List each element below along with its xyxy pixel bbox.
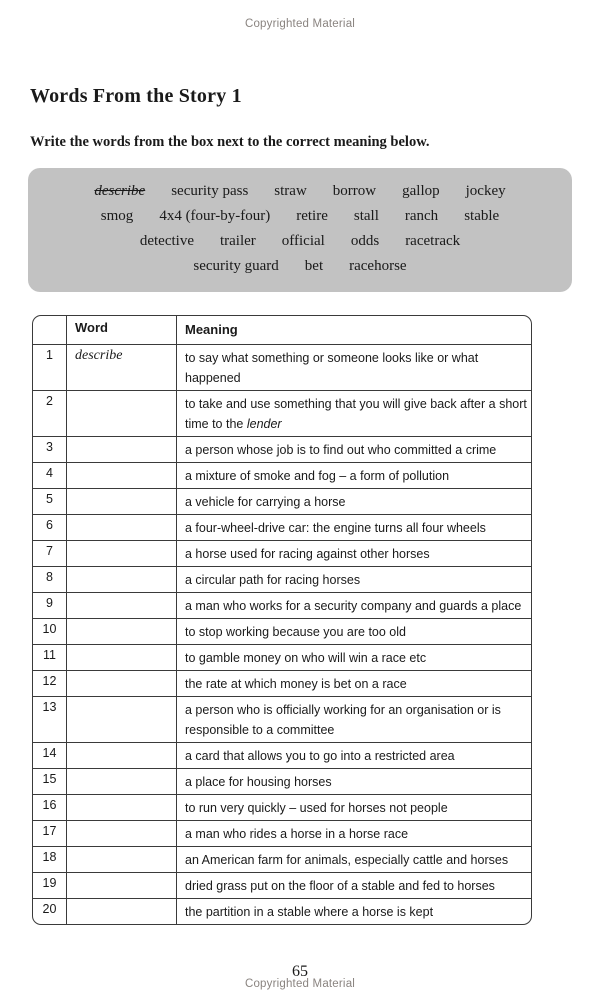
- row-number: 7: [33, 541, 67, 566]
- word-cell: [67, 463, 177, 488]
- meaning-cell: a circular path for racing horses: [185, 572, 361, 587]
- row-number: 4: [33, 463, 67, 488]
- word-cell: [67, 645, 177, 670]
- word-bank-item: straw: [274, 183, 307, 199]
- instruction-text: Write the words from the box next to the correct meaning below.: [30, 134, 430, 150]
- meaning-cell: a four-wheel-drive car: the engine turns all four wheels: [185, 520, 486, 535]
- table-row: [33, 489, 531, 515]
- row-number: 9: [33, 593, 67, 618]
- row-number: 5: [33, 489, 67, 514]
- row-number: 12: [33, 671, 67, 696]
- meaning-cell: to run very quickly – used for horses not people: [185, 800, 448, 815]
- word-cell: [67, 671, 177, 696]
- word-cell: [67, 847, 177, 872]
- word-bank-item: bet: [304, 258, 324, 274]
- row-number: 13: [33, 697, 67, 742]
- meaning-cell: a card that allows you to go into a restricted area: [185, 748, 455, 763]
- word-cell: [67, 769, 177, 794]
- table-row: [33, 645, 531, 671]
- meaning-cell: dried grass put on the floor of a stable and fed to horses: [185, 878, 495, 893]
- meaning-text-italic: lender: [246, 416, 282, 431]
- word-bank-item: smog: [100, 208, 134, 224]
- header-number-cell: [33, 316, 67, 344]
- table-row: [33, 743, 531, 769]
- meaning-cell: to say what something or someone looks like or what happened: [185, 350, 479, 385]
- meaning-cell: a place for housing horses: [185, 774, 332, 789]
- word-bank-item: detective: [139, 233, 194, 249]
- meaning-text: to take and use something that you will give back after a short time to the: [185, 396, 527, 431]
- table-row: [33, 619, 531, 645]
- table-row: [33, 795, 531, 821]
- word-bank-item: gallop: [402, 183, 440, 199]
- word-bank-item: stall: [353, 208, 379, 224]
- row-number: 16: [33, 795, 67, 820]
- table-row: [33, 899, 531, 924]
- header-word-cell: Word: [67, 316, 177, 344]
- table-row: [33, 391, 531, 437]
- page-title: Words From the Story 1: [30, 85, 242, 107]
- row-number: 17: [33, 821, 67, 846]
- table-row: [33, 463, 531, 489]
- table-row: [33, 515, 531, 541]
- word-cell: [67, 437, 177, 462]
- word-bank-box: [28, 168, 572, 292]
- row-number: 2: [33, 391, 67, 436]
- word-bank-item: stable: [464, 208, 500, 224]
- table-row: [33, 593, 531, 619]
- table-header-row: [33, 316, 531, 345]
- table-row: [33, 847, 531, 873]
- word-bank-item: security pass: [171, 183, 249, 199]
- table-row: [33, 821, 531, 847]
- header-meaning-cell: Meaning: [185, 322, 238, 337]
- word-bank-line: [46, 204, 554, 229]
- row-number: 6: [33, 515, 67, 540]
- word-bank-item-struck: describe: [94, 183, 146, 199]
- row-number: 1: [33, 345, 67, 390]
- meaning-cell: the partition in a stable where a horse is kept: [185, 904, 434, 919]
- meaning-cell: a person who is officially working for an organisation or is responsible to a committee: [185, 702, 501, 737]
- table-row: [33, 437, 531, 463]
- word-cell: [67, 697, 177, 742]
- word-cell: [67, 873, 177, 898]
- copyright-notice-bottom: Copyrighted Material: [244, 978, 356, 990]
- meaning-cell: a vehicle for carrying a horse: [185, 494, 346, 509]
- meaning-cell: [177, 391, 531, 436]
- word-cell: [67, 541, 177, 566]
- answer-word: describe: [75, 347, 123, 363]
- row-number: 11: [33, 645, 67, 670]
- row-number: 15: [33, 769, 67, 794]
- word-cell: [67, 567, 177, 592]
- meaning-cell: a horse used for racing against other horses: [185, 546, 430, 561]
- table-row: [33, 541, 531, 567]
- word-bank-item: racehorse: [349, 258, 407, 274]
- word-cell: [67, 619, 177, 644]
- word-cell: [67, 515, 177, 540]
- word-bank-item: security guard: [193, 258, 279, 274]
- table-row: [33, 769, 531, 795]
- copyright-notice-top: Copyrighted Material: [244, 18, 356, 30]
- row-number: 19: [33, 873, 67, 898]
- word-cell: [67, 899, 177, 924]
- row-number: 8: [33, 567, 67, 592]
- word-bank-line: [46, 179, 554, 204]
- table-row: [33, 345, 531, 391]
- word-cell: [67, 743, 177, 768]
- meaning-cell: to stop working because you are too old: [185, 624, 406, 639]
- word-cell: [67, 489, 177, 514]
- word-bank-item: ranch: [404, 208, 439, 224]
- word-bank-line: [46, 254, 554, 279]
- row-number: 10: [33, 619, 67, 644]
- word-bank-item: jockey: [465, 183, 506, 199]
- word-bank-item: borrow: [332, 183, 377, 199]
- word-bank-item: retire: [296, 208, 328, 224]
- table-row: [33, 567, 531, 593]
- word-bank-item: official: [281, 233, 325, 249]
- table-row: [33, 873, 531, 899]
- word-bank-line: [46, 229, 554, 254]
- word-bank-item: racetrack: [405, 233, 461, 249]
- meaning-cell: an American farm for animals, especially cattle and horses: [185, 852, 509, 867]
- meaning-cell: the rate at which money is bet on a race: [185, 676, 407, 691]
- page-number: 65: [292, 962, 308, 980]
- word-cell: [67, 593, 177, 618]
- meaning-cell: a mixture of smoke and fog – a form of pollution: [185, 468, 450, 483]
- word-cell: [67, 821, 177, 846]
- row-number: 18: [33, 847, 67, 872]
- row-number: 3: [33, 437, 67, 462]
- word-bank-item: 4x4 (four-by-four): [159, 208, 271, 224]
- meaning-cell: a man who rides a horse in a horse race: [185, 826, 409, 841]
- meaning-cell: a person whose job is to find out who committed a crime: [185, 442, 497, 457]
- row-number: 20: [33, 899, 67, 924]
- vocabulary-table: [32, 315, 532, 925]
- word-cell: [67, 345, 177, 390]
- word-bank-item: trailer: [219, 233, 256, 249]
- meaning-cell: to gamble money on who will win a race etc: [185, 650, 427, 665]
- row-number: 14: [33, 743, 67, 768]
- meaning-cell: a man who works for a security company and guards a place: [185, 598, 522, 613]
- word-bank-item: odds: [350, 233, 380, 249]
- table-row: [33, 697, 531, 743]
- word-cell: [67, 795, 177, 820]
- table-row: [33, 671, 531, 697]
- word-cell: [67, 391, 177, 436]
